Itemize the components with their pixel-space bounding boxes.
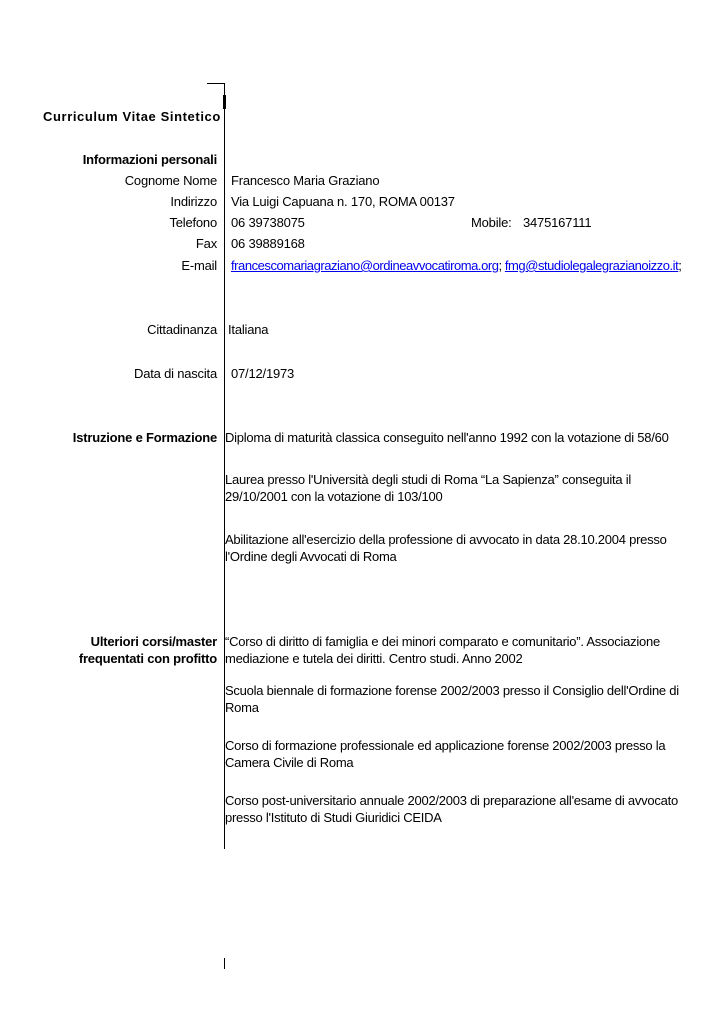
surname-label: Cognome Nome: [124, 173, 217, 188]
email-label: E-mail: [181, 258, 217, 273]
birth-date-label: Data di nascita: [134, 366, 217, 381]
section-courses: [79, 633, 217, 667]
section-courses-line1: Ulteriori corsi/master: [90, 634, 217, 649]
fax-value: 06 39889168: [231, 236, 305, 251]
email-link-1[interactable]: francescomariagraziano@ordineavvocatiroma.org: [231, 258, 499, 273]
email-end: ;: [678, 258, 682, 273]
email-link-2[interactable]: fmg@studiolegalegrazianoizzo.it: [504, 258, 679, 273]
surname-value: Francesco Maria Graziano: [231, 173, 380, 188]
mobile-value: 3475167111: [523, 215, 592, 230]
course-item: “Corso di diritto di famiglia e dei minori comparato e comunitario”. Associazione mediazione e tutela dei diritti. Centro studi. Anno 2002: [225, 634, 660, 666]
top-rule: [207, 83, 224, 84]
phone-label: Telefono: [169, 215, 217, 230]
education-item: Abilitazione all'esercizio della professione di avvocato in data 28.10.2004 presso l'Ordine degli Avvocati di Roma: [225, 532, 667, 564]
education-item: Laurea presso l'Università degli studi di Roma “La Sapienza” conseguita il 29/10/2001 con la votazione di 103/100: [225, 472, 631, 504]
course-item: Corso di formazione professionale ed applicazione forense 2002/2003 presso la Camera Civile di Roma: [225, 738, 666, 770]
document-title: Curriculum Vitae Sintetico: [43, 109, 221, 124]
section-education: Istruzione e Formazione: [72, 430, 217, 445]
phone-value: 06 39738075: [231, 215, 305, 230]
address-label: Indirizzo: [170, 194, 217, 209]
fax-label: Fax: [195, 236, 217, 251]
section-courses-line2: frequentati con profitto: [78, 651, 217, 666]
email-separator: ;: [498, 258, 502, 273]
course-item: Scuola biennale di formazione forense 2002/2003 presso il Consiglio dell'Ordine di Roma: [225, 683, 679, 715]
address-value: Via Luigi Capuana n. 170, ROMA 00137: [231, 194, 455, 209]
education-item: Diploma di maturità classica conseguito nell'anno 1992 con la votazione di 58/60: [225, 430, 669, 445]
course-item: Corso post-universitario annuale 2002/2003 di preparazione all'esame di avvocato presso l'Istituto di Studi Giuridici CEIDA: [225, 793, 678, 825]
birth-date-value: 07/12/1973: [231, 366, 295, 381]
section-personal-info: Informazioni personali: [82, 152, 217, 167]
mobile-label: Mobile:: [471, 215, 512, 230]
citizenship-value: Italiana: [228, 322, 269, 337]
citizenship-label: Cittadinanza: [147, 322, 217, 337]
email-line: [231, 258, 681, 273]
bottom-tick: [224, 958, 225, 969]
column-divider: [224, 83, 225, 849]
